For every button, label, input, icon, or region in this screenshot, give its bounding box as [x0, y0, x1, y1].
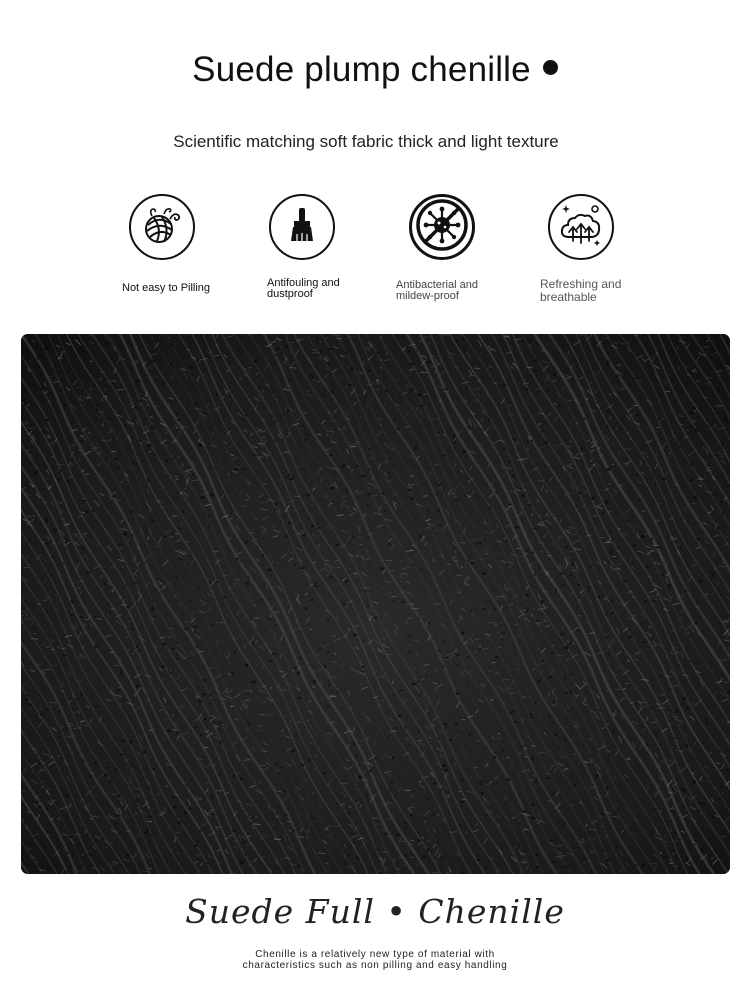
- footer-caption: Chenille is a relatively new type of material with characteristics such as non pilling and easy handling: [242, 949, 508, 971]
- feature-label: Antibacterial and mildew-proof: [396, 279, 478, 302]
- brush-icon: [282, 205, 322, 250]
- feature-antibacterial: [396, 194, 529, 302]
- breathable-icon: [553, 197, 609, 258]
- feature-icon-circle: [269, 194, 335, 260]
- brand-script-title: Suede Full • Chenille: [185, 892, 565, 931]
- feature-label: Not easy to Pilling: [122, 282, 211, 294]
- page-subtitle: Scientific matching soft fabric thick and light texture: [173, 132, 559, 151]
- no-bacteria-icon: [415, 198, 469, 257]
- title-text: Suede plump chenille: [192, 50, 531, 89]
- feature-label: Antifouling and dustproof: [267, 277, 340, 300]
- chenille-texture-image: [21, 334, 730, 874]
- yarn-ball-icon: [140, 203, 184, 252]
- fabric-texture-photo: [21, 334, 730, 874]
- page-title: [0, 50, 750, 90]
- feature-not-pilling: [122, 194, 249, 294]
- feature-icon-circle: [129, 194, 195, 260]
- feature-breathable: [540, 194, 668, 304]
- feature-antifouling: [267, 194, 389, 300]
- feature-icon-circle: [548, 194, 614, 260]
- feature-label: Refreshing and breathable: [540, 277, 622, 304]
- title-bullet-dot: [543, 60, 558, 75]
- feature-icon-circle: [409, 194, 475, 260]
